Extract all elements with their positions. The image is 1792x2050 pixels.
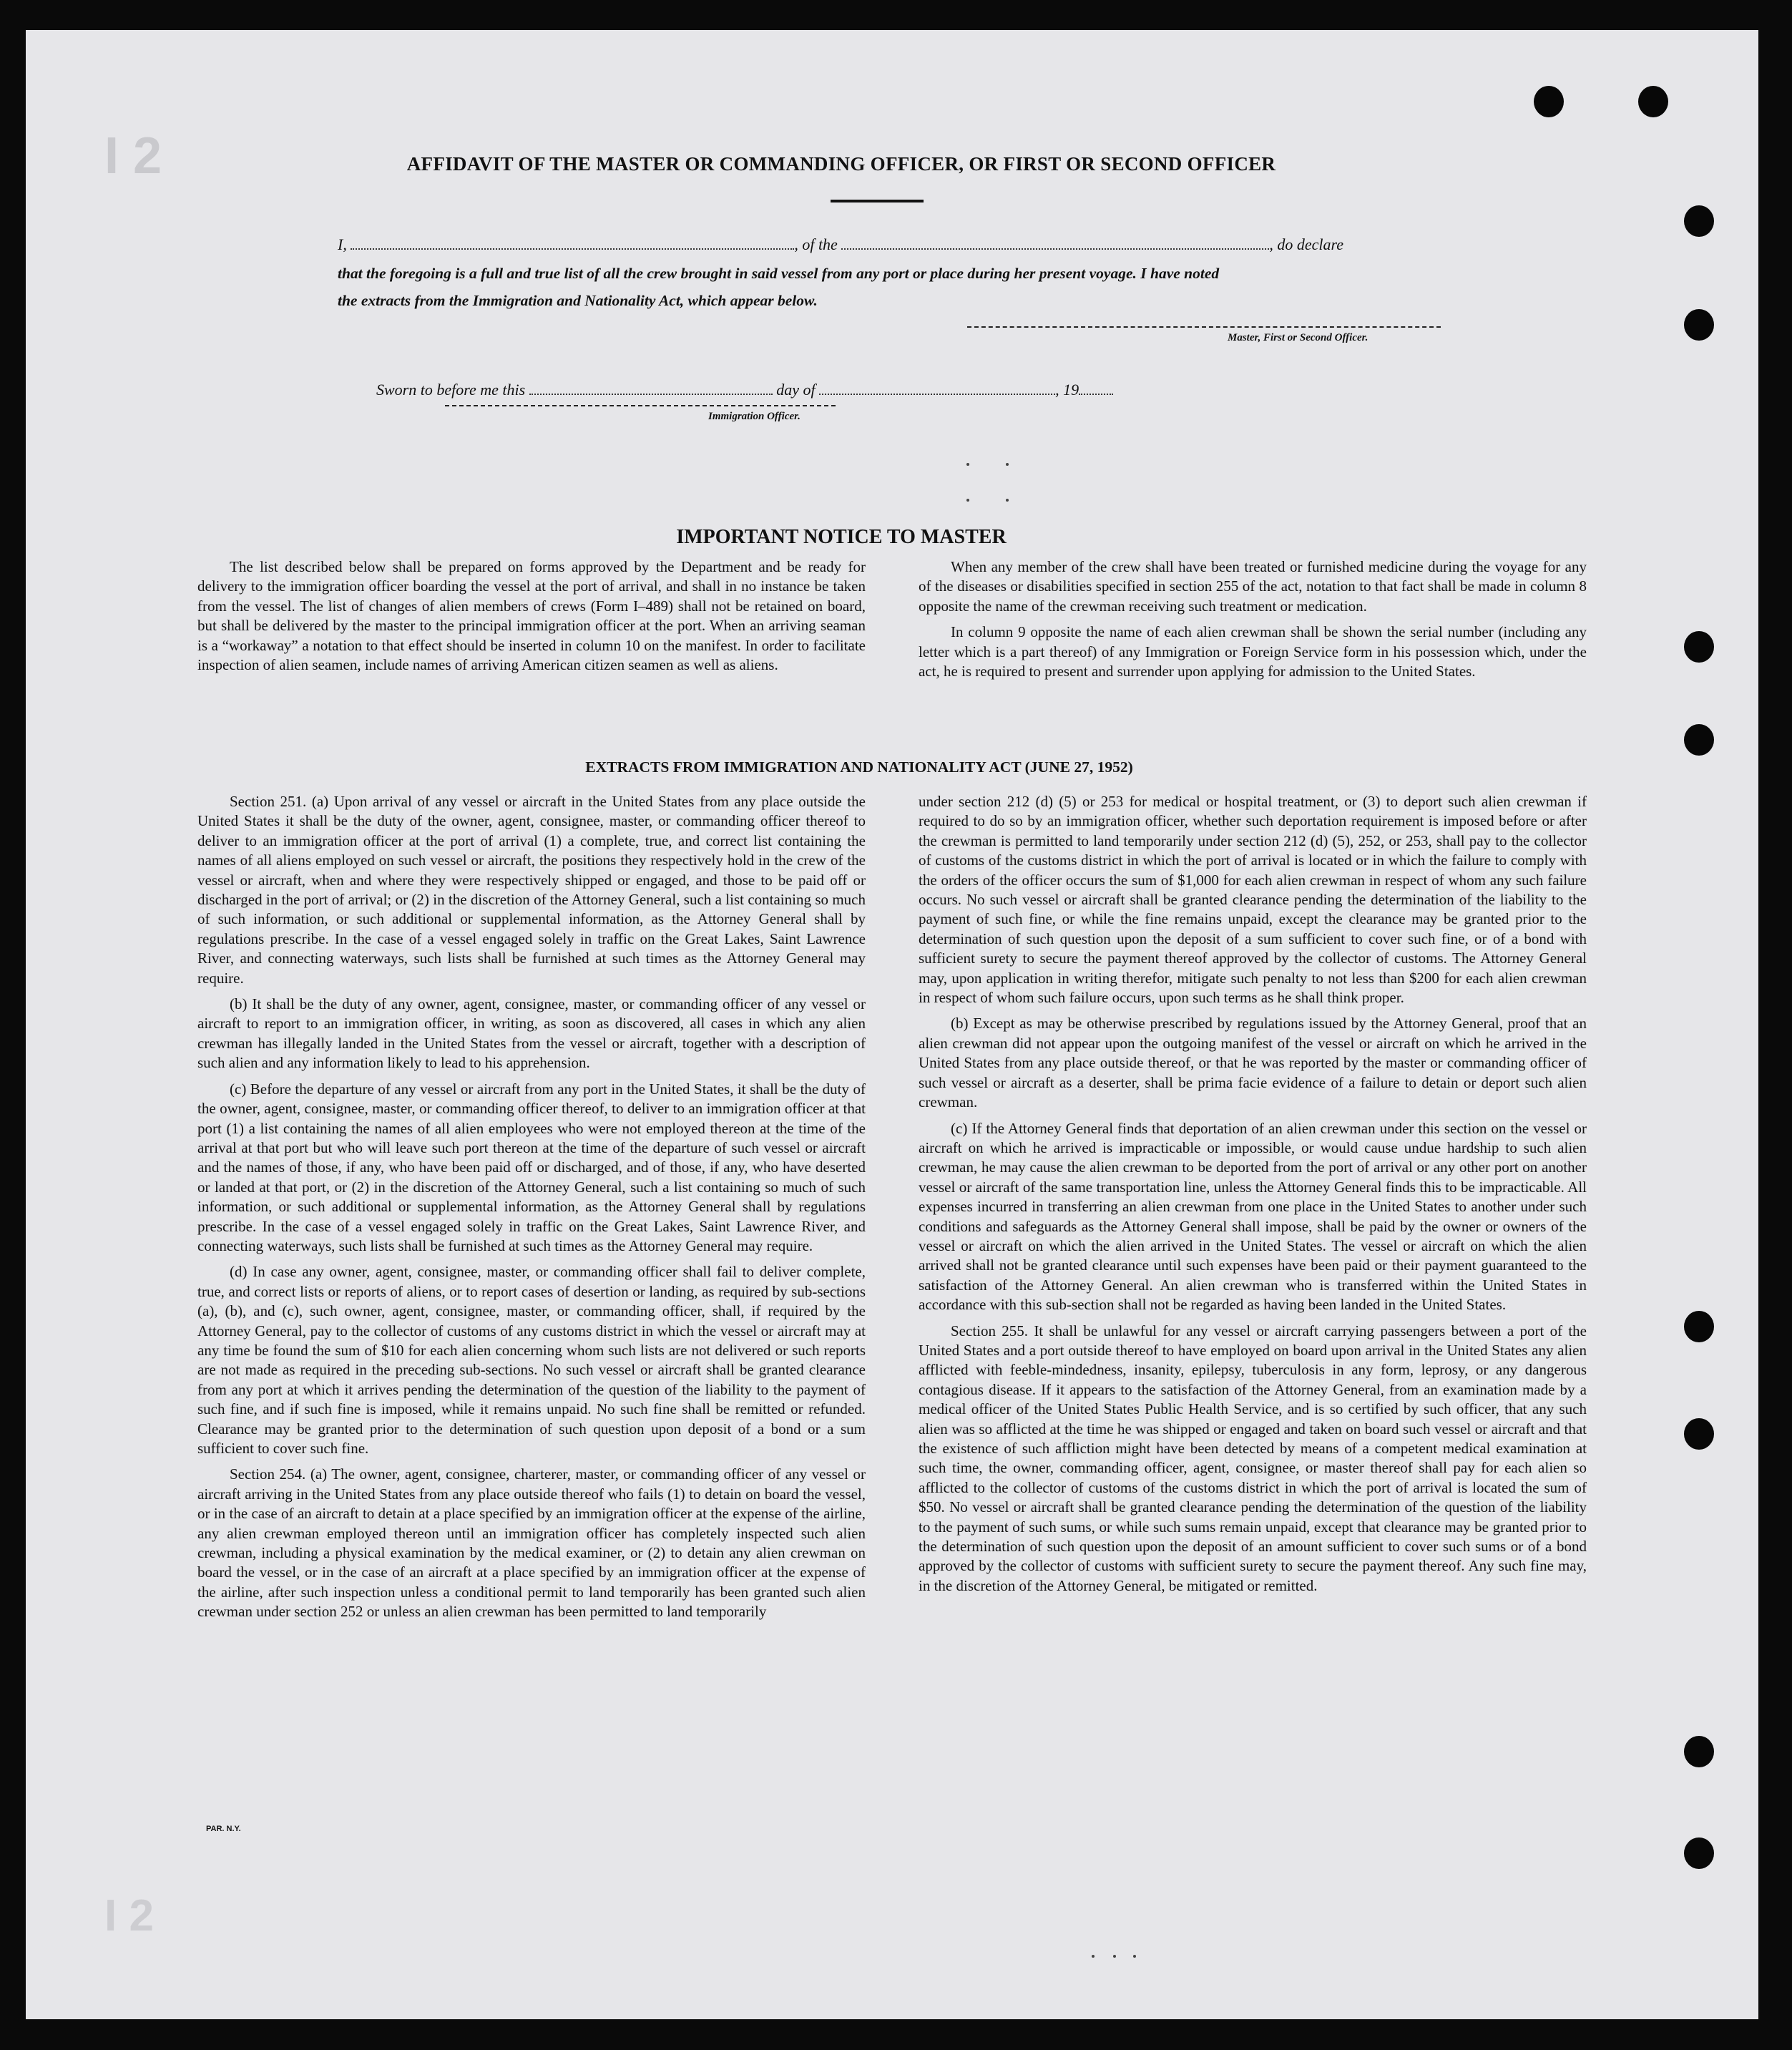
sworn-day-of: day of <box>776 381 816 399</box>
title-underline <box>831 200 924 202</box>
declaration-line-1 <box>338 235 1343 254</box>
punch-hole <box>1684 205 1714 237</box>
officer-signature-caption: Immigration Officer. <box>708 411 800 422</box>
statute-paragraph: under section 212 (d) (5) or 253 for medical or hospital treatment, or (3) to deport such alien crewman if required to do so by an immigration officer, whether such deportation requirement is imposed before or after the crewman is permitted to land temporarily under section 212 (d) (5), 252, or 253, shall pay to the collector of customs of the customs district in which the port of arrival is located or in which the failure to comply with the orders of the officer occurs the sum of $1,000 for each alien crewman in respect of whom any such failure occurs. No such vessel or aircraft shall be granted clearance pending the determination of the liability to the payment of such fine, or while the fine remains unpaid, except the clearance may be granted prior to the determination of such question upon the deposit of a sum sufficient to cover such fine, or of a bond with sufficient surety to secure the payment thereof approved by the collector of customs. The Attorney General may, upon application in writing therefor, mitigate such penalty to not less than $200 for each alien crewman in respect of whom such failure occurs, upon such terms as he shall think proper. <box>919 793 1587 1007</box>
statute-left-column <box>197 792 866 1629</box>
extracts-title: EXTRACTS FROM IMMIGRATION AND NATIONALITY ACT (JUNE 27, 1952) <box>585 758 1133 776</box>
statute-paragraph: Section 254. (a) The owner, agent, consignee, charterer, master, or commanding officer of any vessel or aircraft arriving in the United States from any place outside thereof who fails (1) to detain on board the vessel, or in the case of an aircraft to detain at a place specified by an immigration officer at the expense of the airline, any alien crewman employed thereon until an immigration officer has completely inspected such alien crewman, including a physical examination by the medical examiner, or (2) to detain any alien crewman on board the vessel, or in the case of an aircraft at a place specified by an immigration officer at the expense of the airline, after such inspection unless a conditional permit to land temporarily has been granted such alien crewman under section 252 or unless an alien crewman has been permitted to land temporarily <box>197 1465 866 1621</box>
declaration-do-declare: , do declare <box>1269 235 1343 253</box>
sworn-text: Sworn to before me this <box>376 381 526 399</box>
notice-left-column <box>197 557 866 681</box>
date-blank <box>529 384 773 395</box>
name-blank <box>351 238 794 250</box>
punch-hole <box>1684 309 1714 341</box>
statute-paragraph: (c) Before the departure of any vessel or aircraft from any port in the United States, it shall be the duty of the owner, agent, consignee, master, or commanding officer thereof, to deliver to an immigration officer at that port (1) a list containing the names of all alien employees who were not employed thereon at the time of the arrival at that port but who will leave such port thereon at the time of the departure of such vessel or aircraft and the names of those, if any, who have been paid off or discharged, and of those, if any, who have deserted or landed at that port, or (2) in the discretion of the Attorney General, such a list containing so much of such information, or such additional or supplemental information, as the Attorney General shall by regulations prescribe. In the case of a vessel engaged solely in traffic on the Great Lakes, Saint Lawrence River, and connecting waterways, such lists shall be furnished at such times as the Attorney General may require. <box>197 1080 866 1254</box>
notice-title: IMPORTANT NOTICE TO MASTER <box>676 526 1007 548</box>
declaration-line-3: the extracts from the Immigration and Nationality Act, which appear below. <box>338 292 818 309</box>
punch-hole <box>1638 86 1668 117</box>
scan-speck <box>966 463 969 466</box>
punch-hole <box>1684 1418 1714 1450</box>
year-blank <box>1079 384 1113 395</box>
printer-mark: PAR. N.Y. <box>206 1825 241 1833</box>
scanned-page <box>26 30 1758 2019</box>
notice-left-paragraph: The list described below shall be prepared on forms approved by the Department and be ready for delivery to the immigration officer boarding the vessel at the port of arrival, and shall in no instance be taken from the vessel. The list of changes of alien members of crews (Form I–489) shall not be retained on board, but shall be delivered by the master to the principal immigration officer at the port. When an arriving seaman is a “workaway” a notation to that effect should be inserted in column 10 on the manifest. In order to facilitate inspection of alien seamen, include names of arriving American citizen seamen as well as aliens. <box>197 558 866 674</box>
scan-speck <box>1006 499 1009 502</box>
declaration-prefix: I, <box>338 235 347 253</box>
scan-speck <box>966 499 969 502</box>
faded-mark: I 2 <box>104 1891 154 1941</box>
punch-hole <box>1684 1311 1714 1342</box>
punch-hole <box>1684 631 1714 663</box>
master-signature-line <box>967 326 1441 328</box>
punch-hole <box>1684 1837 1714 1869</box>
scan-speck <box>1006 463 1009 466</box>
statute-right-column <box>919 792 1587 1602</box>
master-signature-caption: Master, First or Second Officer. <box>1228 332 1369 343</box>
punch-hole <box>1534 86 1564 117</box>
notice-right-paragraph-2: In column 9 opposite the name of each alien crewman shall be shown the serial number (including any letter which is a part thereof) of any Immigration or Foreign Service form in his possession which, under the act, he is required to present and surrender upon applying for admission to the United States. <box>919 623 1587 680</box>
punch-hole <box>1684 1736 1714 1767</box>
statute-paragraph: (c) If the Attorney General finds that deportation of an alien crewman under this section on the vessel or aircraft on which he arrived is impracticable or impossible, or would cause undue hardship to such alien crewman, he may cause the alien crewman to be deported from the port of arrival or any other port on another vessel or aircraft of the same transportation line, unless the Attorney General finds this to be impracticable. All expenses incurred in transferring an alien crewman from one place in the United States to another under such conditions and safeguards as the Attorney General shall impose, shall be paid by the owner or owners of the vessel or aircraft on which the alien arrived in the United States. The vessel or aircraft on which the alien arrived shall not be granted clearance until such expenses have been paid or their payment guaranteed to the satisfaction of the Attorney General. An alien crewman who is transferred within the United States in accordance with this sub-section shall not be regarded as having been landed in the United States. <box>919 1119 1587 1314</box>
scan-speck <box>1133 1955 1136 1958</box>
faded-mark: I 2 <box>104 127 162 185</box>
declaration-line-2: that the foregoing is a full and true list of all the crew brought in said vessel from any port or place during her present voyage. I have noted <box>338 265 1220 282</box>
notice-right-column <box>919 557 1587 688</box>
statute-paragraph: (b) It shall be the duty of any owner, agent, consignee, master, or commanding officer of any vessel or aircraft to report to an immigration officer, in writing, as soon as discovered, all cases in which any alien crewman has illegally landed in the United States from the vessel or aircraft, together with a description of such alien and any information likely to lead to his apprehension. <box>197 995 866 1072</box>
vessel-blank <box>841 238 1269 250</box>
scan-speck <box>1092 1955 1095 1958</box>
month-blank <box>819 384 1055 395</box>
statute-paragraph: Section 251. (a) Upon arrival of any vessel or aircraft in the United States from any place outside the United States it shall be the duty of the owner, agent, consignee, master, or commanding officer thereof to deliver to an immigration officer at the port of arrival (1) a complete, true, and correct list containing the names of all aliens employed on such vessel or aircraft, the positions they respectively hold in the crew of the vessel or aircraft, when and where they were respectively shipped or engaged, and those to be paid off or discharged in the port of arrival; or (2) in the discretion of the Attorney General, such a list containing so much of such information, or such additional or supplemental information, as the Attorney General shall by regulations prescribe. In the case of a vessel engaged solely in traffic on the Great Lakes, Saint Lawrence River, and connecting waterways, such lists shall be furnished at such times as the Attorney General may require. <box>197 793 866 987</box>
declaration-of-the: , of the <box>794 235 838 253</box>
punch-hole <box>1684 724 1714 756</box>
sworn-line <box>376 381 1113 399</box>
statute-paragraph: Section 255. It shall be unlawful for any vessel or aircraft carrying passengers between a port of the United States and a port outside thereof to have employed on board upon arrival in the United States any alien afflicted with feeble-mindedness, insanity, epilepsy, tuberculosis in any form, leprosy, or any dangerous contagious disease. If it appears to the satisfaction of the Attorney General, from an examination made by a medical officer of the United States Public Health Service, and is so certified by such officer, that any such alien was so afflicted at the time he was shipped or engaged and taken on board such vessel or aircraft and that the existence of such affliction might have been detected by means of a competent medical examination at such time, the owner, commanding officer, agent, consignee, or master thereof shall pay for each alien so afflicted to the collector of customs of the customs district in which the port of arrival is located the sum of $50. No vessel or aircraft shall be granted clearance pending the determination of the question of the liability to the payment of such sums, or while such sums remain unpaid, except that clearance may be granted prior to the determination of such question upon the deposit of an amount sufficient to cover such sums or of a bond approved by the collector of customs with sufficient surety to secure the payment thereof. Any such fine may, in the discretion of the Attorney General, be mitigated or remitted. <box>919 1322 1587 1594</box>
statute-paragraph: (b) Except as may be otherwise prescribed by regulations issued by the Attorney General, proof that an alien crewman did not appear upon the outgoing manifest of the vessel or aircraft on which he arrived in the United States from any place outside thereof, or that he was reported by the master or commanding officer of such vessel or aircraft as a deserter, shall be prima facie evidence of a failure to detain or deport such alien crewman. <box>919 1015 1587 1111</box>
scan-speck <box>1113 1955 1116 1958</box>
notice-right-paragraph-1: When any member of the crew shall have been treated or furnished medicine during the voyage for any of the diseases or disabilities specified in section 255 of the act, notation to that fact shall be made in column 8 opposite the name of the crewman receiving such treatment or medication. <box>919 558 1587 615</box>
sworn-year: , 19 <box>1055 381 1079 399</box>
officer-signature-line <box>445 405 836 406</box>
document-title: AFFIDAVIT OF THE MASTER OR COMMANDING OFFICER, OR FIRST OR SECOND OFFICER <box>406 153 1276 175</box>
statute-paragraph: (d) In case any owner, agent, consignee, master, or commanding officer shall fail to deliver complete, true, and correct lists or reports of aliens, or to report cases of desertion or landing, as required by sub-sections (a), (b), and (c), such owner, agent, consignee, master, or commanding officer, shall, if required by the Attorney General, pay to the collector of customs of any customs district in which the vessel or aircraft may at any time be found the sum of $10 for each alien concerning whom such lists are not delivered or such reports are not made as required in the preceding sub-sections. No such vessel or aircraft shall be granted clearance from any port at which it arrives pending the determination of the question of the liability to the payment of such fine, and if such fine is imposed, while it remains unpaid. No such fine shall be remitted or refunded. Clearance may be granted prior to the determination of such question upon deposit of a bond or a sum sufficient to cover such fine. <box>197 1263 866 1457</box>
